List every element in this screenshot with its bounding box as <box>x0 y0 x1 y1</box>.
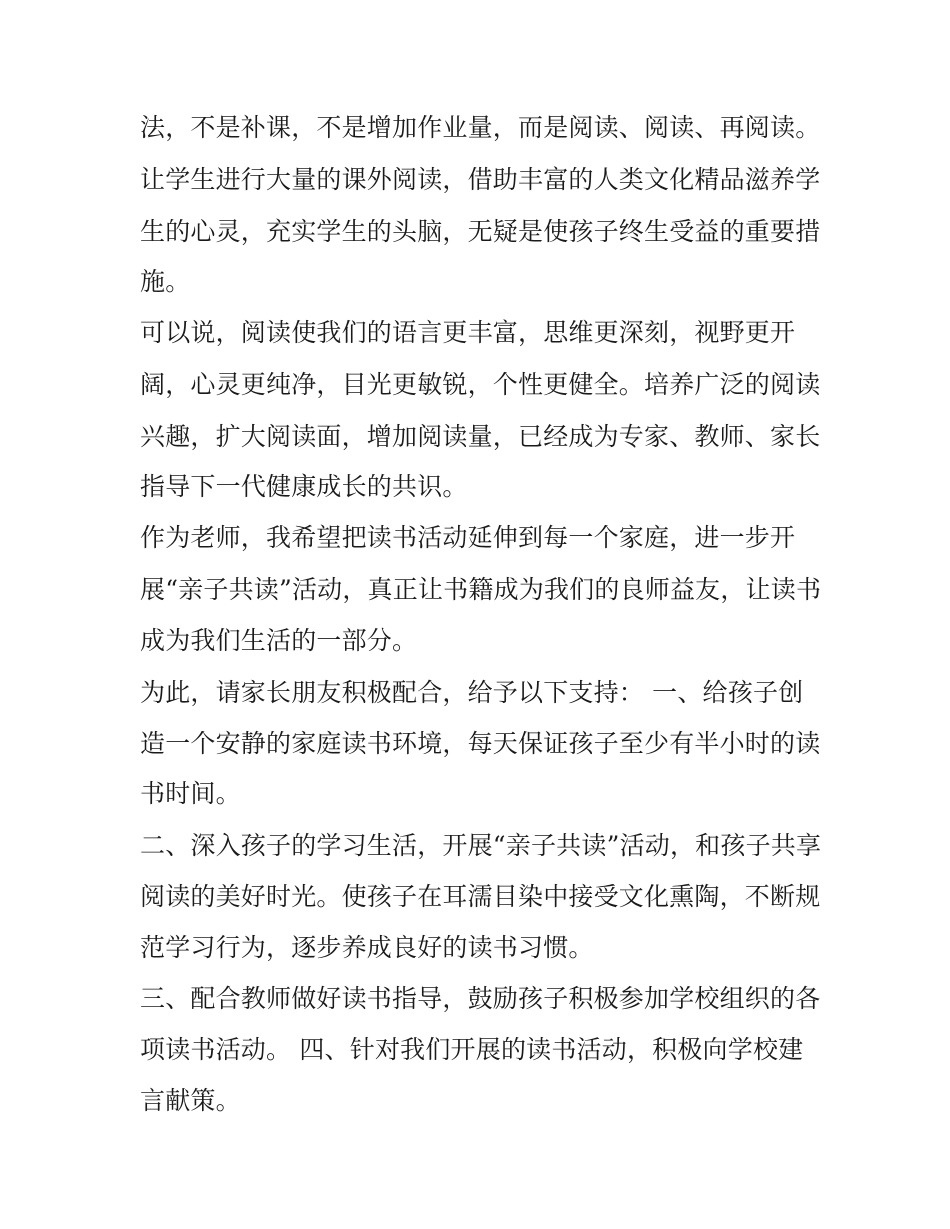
text-line-4: 施。 <box>140 267 191 296</box>
text-line-20: 言献策。 <box>140 1086 241 1115</box>
text-line-7: 兴趣，扩大阅读面，增加阅读量，已经成为专家、教师、家长 <box>140 422 821 451</box>
text-line-19: 项读书活动。 四、针对我们开展的读书活动，积极向学校建 <box>140 1035 804 1064</box>
text-line-12: 为此，请家长朋友积极配合，给予以下支持： 一、给孩子创 <box>140 678 804 707</box>
text-line-5: 可以说，阅读使我们的语言更丰富，思维更深刻，视野更开 <box>140 318 796 347</box>
text-line-6: 阔，心灵更纯净，目光更敏锐，个性更健全。培养广泛的阅读 <box>140 370 821 399</box>
text-line-13: 造一个安静的家庭读书环境，每天保证孩子至少有半小时的读 <box>140 729 821 758</box>
text-line-1: 法，不是补课，不是增加作业量，而是阅读、阅读、再阅读。 <box>140 113 821 142</box>
text-line-2: 让学生进行大量的课外阅读，借助丰富的人类文化精品滋养学 <box>140 165 821 194</box>
text-line-14: 书时间。 <box>140 779 241 808</box>
text-line-16: 阅读的美好时光。使孩子在耳濡目染中接受文化熏陶，不断规 <box>140 882 821 911</box>
text-line-11: 成为我们生活的一部分。 <box>140 626 418 655</box>
text-line-8: 指导下一代健康成长的共识。 <box>140 472 468 501</box>
text-line-9: 作为老师，我希望把读书活动延伸到每一个家庭，进一步开 <box>140 523 796 552</box>
text-line-17: 范学习行为，逐步养成良好的读书习惯。 <box>140 933 594 962</box>
text-line-3: 生的心灵，充实学生的头脑，无疑是使孩子终生受益的重要措 <box>140 217 821 246</box>
text-line-18: 三、配合教师做好读书指导，鼓励孩子积极参加学校组织的各 <box>140 984 821 1013</box>
text-line-10: 展“亲子共读”活动，真正让书籍成为我们的良师益友，让读书 <box>140 575 822 604</box>
text-line-15: 二、深入孩子的学习生活，开展“亲子共读”活动，和孩子共享 <box>140 831 822 860</box>
